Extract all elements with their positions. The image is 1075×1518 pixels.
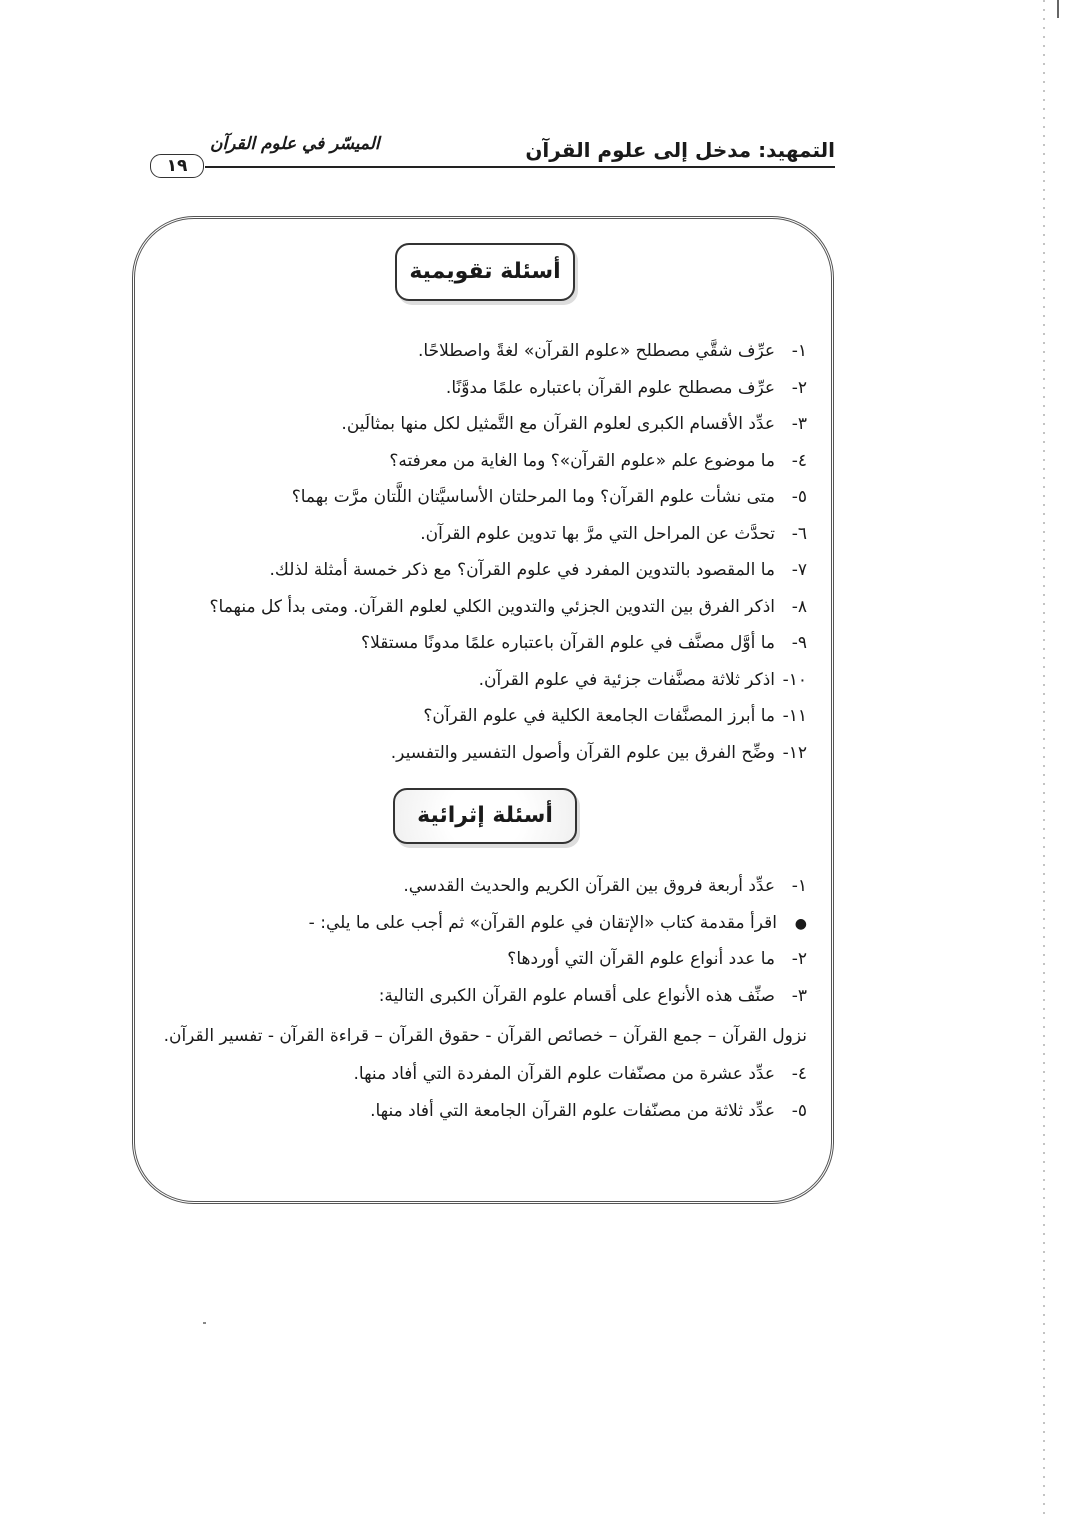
evaluation-question: ٦-تحدَّث عن المراحل التي مرَّ بها تدوين علوم القرآن. bbox=[420, 523, 807, 544]
scan-corner-mark bbox=[1057, 0, 1059, 18]
evaluation-section-title: أسئلة تقويمية bbox=[395, 243, 575, 301]
enrichment-question: ٢-ما عدد أنواع علوم القرآن التي أوردها؟ bbox=[507, 949, 807, 969]
scan-margin-artifact bbox=[1043, 0, 1045, 1518]
enrichment-question: ٣-صنِّف هذه الأنواع على أقسام علوم القرآن الكبرى التالية: bbox=[378, 985, 807, 1006]
enrichment-questions-list bbox=[147, 868, 807, 1129]
evaluation-question: ١٢-وضِّح الفرق بين علوم القرآن وأصول التفسير والتفسير. bbox=[390, 742, 807, 763]
evaluation-question: ١١-ما أبرز المصنَّفات الجامعة الكلية في علوم القرآن؟ bbox=[423, 706, 807, 726]
enrichment-question: ٤-عدِّد عشرة من مصنّفات علوم القرآن المفردة التي أفاد منها. bbox=[353, 1064, 807, 1084]
evaluation-question: ٧-ما المقصود بالتدوين المفرد في علوم القرآن؟ مع ذكر خمسة أمثلة لذلك. bbox=[269, 560, 807, 580]
enrichment-section-title: أسئلة إثرائية bbox=[393, 788, 577, 844]
enrichment-instruction: ●اقرأ مقدمة كتاب «الإتقان في علوم القرآن» ثم أجب على ما يلي: - bbox=[147, 905, 807, 942]
scan-speck bbox=[203, 1322, 206, 1324]
evaluation-question: ١-عرِّف شقَّي مصطلح «علوم القرآن» لغةً واصطلاحًا. bbox=[418, 341, 807, 361]
enrichment-question: ١-عدِّد أربعة فروق بين القرآن الكريم والحديث القدسي. bbox=[403, 876, 807, 896]
running-header bbox=[135, 130, 835, 180]
page-number: ١٩ bbox=[150, 154, 204, 178]
evaluation-question: ٨-اذكر الفرق بين التدوين الجزئي والتدوين الكلي لعلوم القرآن. ومتى بدأ كل منهما؟ bbox=[209, 596, 807, 617]
evaluation-question: ١٠-اذكر ثلاثة مصنَّفات جزئية في علوم القرآن. bbox=[478, 669, 807, 690]
evaluation-question: ٣-عدِّد الأقسام الكبرى لعلوم القرآن مع التَّمثيل لكل منها بمثالَين. bbox=[341, 414, 807, 434]
bullet-icon: ● bbox=[794, 915, 807, 932]
evaluation-question: ٩-ما أوَّل مصنَّف في علوم القرآن باعتباره علمًا مدونًا مستقلا؟ bbox=[361, 633, 807, 653]
header-rule bbox=[205, 166, 835, 168]
book-title: الميسّر في علوم القرآن bbox=[210, 134, 380, 154]
evaluation-question: ٢-عرِّف مصطلح علوم القرآن باعتباره علمًا مدوَّنًا. bbox=[445, 377, 807, 398]
enrichment-question: ٥-عدِّد ثلاثة من مصنّفات علوم القرآن الجامعة التي أفاد منها. bbox=[370, 1100, 807, 1121]
evaluation-question: ٤-ما موضوع علم «علوم القرآن»؟ وما الغاية من معرفته؟ bbox=[389, 450, 807, 471]
evaluation-question: ٥-متى نشأت علوم القرآن؟ وما المرحلتان الأساسيَّتان اللَّتان مرَّت بهما؟ bbox=[291, 487, 807, 507]
enrichment-categories-line: نزول القرآن – جمع القرآن – خصائص القرآن - حقوق القرآن – قراءة القرآن - تفسير القرآن. bbox=[163, 1026, 807, 1046]
evaluation-questions-list bbox=[167, 333, 807, 771]
chapter-title: التمهيد: مدخل إلى علوم القرآن bbox=[525, 138, 835, 162]
